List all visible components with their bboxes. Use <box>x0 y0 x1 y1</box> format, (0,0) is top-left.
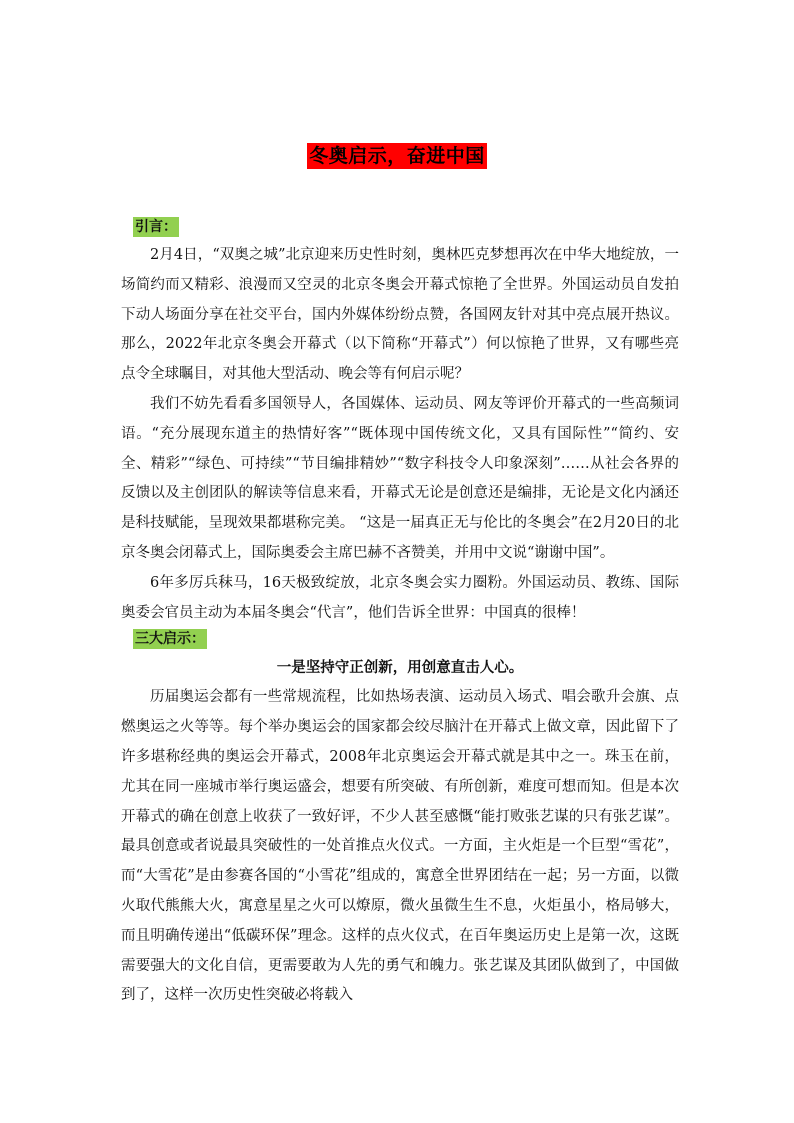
three-insights-label: 三大启示： <box>135 631 205 648</box>
title-container <box>0 143 794 169</box>
intro-label: 引言： <box>135 219 177 235</box>
intro-paragraph-1: 2月4日，“双奥之城”北京迎来历史性时刻，奥林匹克梦想再次在中华大地绽放，一场简约而又精彩、浪漫而又空灵的北京冬奥会开幕式惊艳了全世界。外国运动员自发拍下动人场面分享在社交平台，国内外媒体纷纷点赞，各国网友针对其中亮点展开热议。那么，2022年北京冬奥会开幕式（以下简称“开幕式”）何以惊艳了世界，又有哪些亮点令全球瞩目，对其他大型活动、晚会等有何启示呢？ <box>121 247 679 383</box>
document-title: 冬奥启示，奋进中国 <box>309 145 485 167</box>
section1-heading: 一是坚持守正创新，用创意直击人心。 <box>276 659 524 677</box>
intro-paragraph-2: 我们不妨先看看多国领导人，各国媒体、运动员、网友等评价开幕式的一些高频词语。“充分展现东道主的热情好客”“既体现中国传统文化，又具有国际性”“简约、安全、精彩”“绿色、可持续”“节目编排精妙”“数字科技令人印象深刻”……从社会各界的反馈以及主创团队的解读等信息来看，开幕式无论是创意还是编排，无论是文化内涵还是科技赋能，呈现效果都堪称完美。 “这是一届真正无与伦比的冬奥会”在2月20日的北京冬奥会闭幕式上，国际奥委会主席巴赫不吝赞美，并用中文说“谢谢中国”。 <box>121 395 679 561</box>
section1-paragraph: 历届奥运会都有一些常规流程，比如热场表演、运动员入场式、唱会歌升会旗、点燃奥运之火等等。每个举办奥运会的国家都会绞尽脑汁在开幕式上做文章，因此留下了许多堪称经典的奥运会开幕式，2008年北京奥运会开幕式就是其中之一。珠玉在前，尤其在同一座城市举行奥运盛会，想要有所突破、有所创新，难度可想而知。但是本次开幕式的确在创意上收获了一致好评，不少人甚至感慨“能打败张艺谋的只有张艺谋”。最具创意或者说最具突破性的一处首推点火仪式。一方面，主火炬是一个巨型“雪花”，而“大雪花”是由参赛各国的“小雪花”组成的，寓意全世界团结在一起；另一方面，以微火取代熊熊大火，寓意星星之火可以燎原，微火虽微生生不息，火炬虽小，格局够大，而且明确传递出“低碳环保”理念。这样的点火仪式，在百年奥运历史上是第一次，这既需要强大的文化自信，更需要敢为人先的勇气和魄力。张艺谋及其团队做到了，中国做到了，这样一次历史性突破必将载入 <box>121 689 679 1004</box>
document-body <box>121 213 679 1011</box>
intro-paragraph-3: 6年多厉兵秣马，16天极致绽放，北京冬奥会实力圈粉。外国运动员、教练、国际奥委会官员主动为本届冬奥会“代言”，他们告诉全世界：中国真的很棒！ <box>121 574 679 621</box>
